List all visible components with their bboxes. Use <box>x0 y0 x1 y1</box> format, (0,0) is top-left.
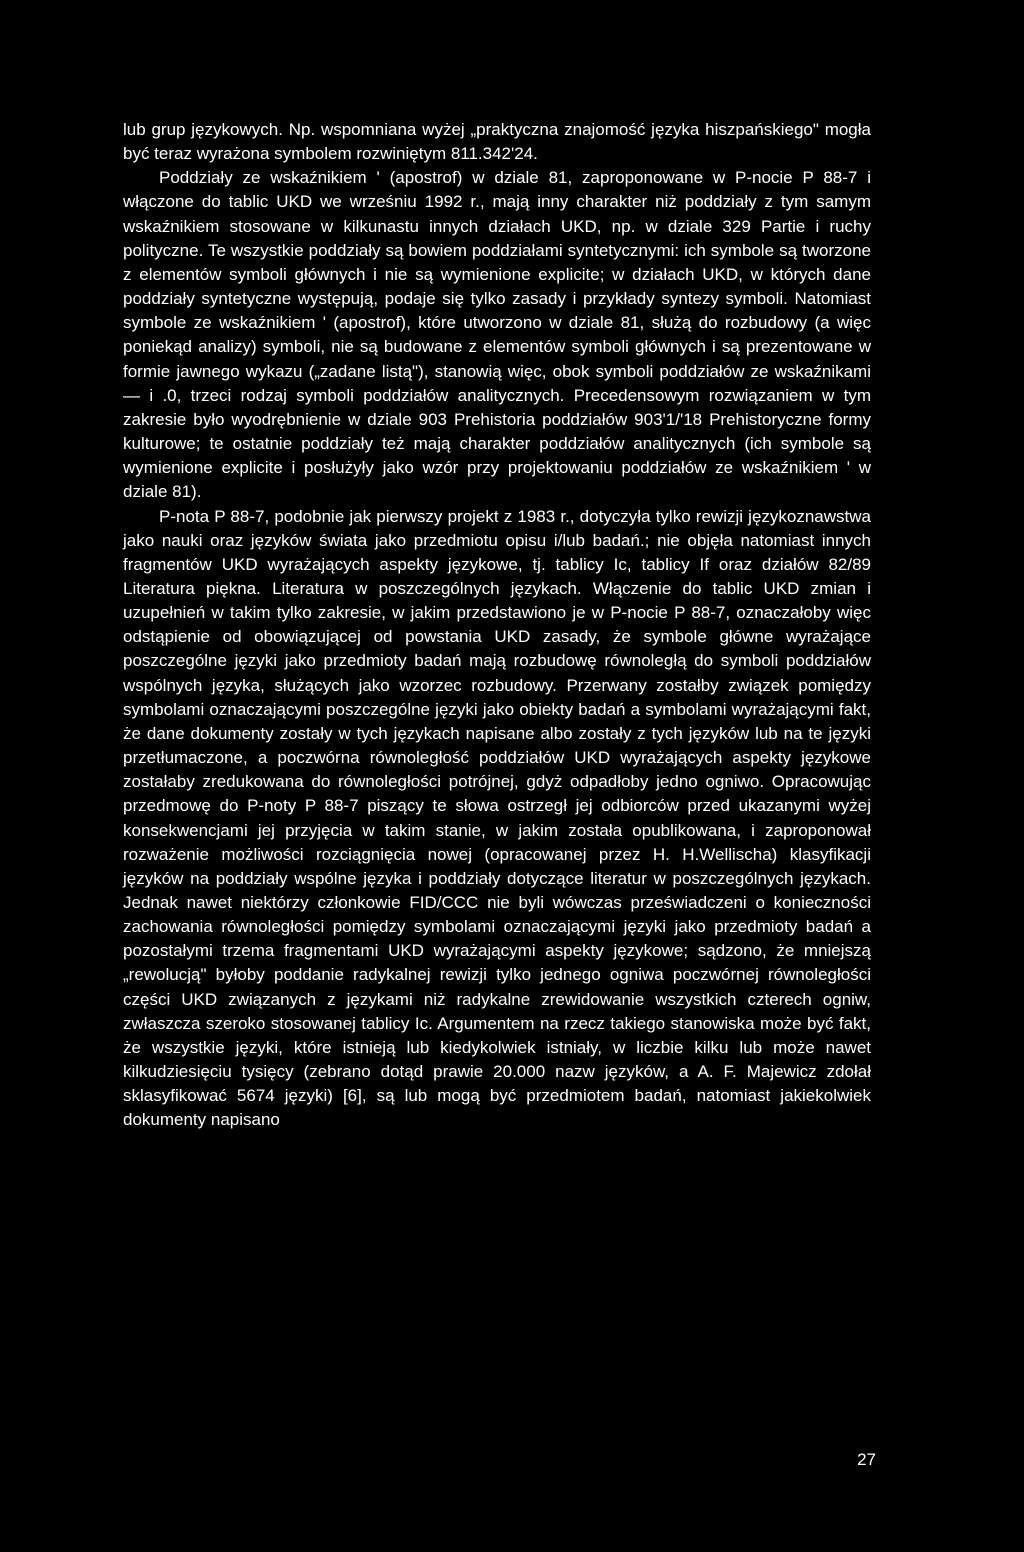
paragraph-2: Poddziały ze wskaźnikiem ' (apostrof) w dziale 81, zaproponowane w P-nocie P 88-7 i włączone do tablic UKD we wrześniu 1992 r., mają inny charakter niż poddziały z tym samym wskaźnikiem stosowane w kilkunastu innych działach UKD, np. w dziale 329 Partie i ruchy polityczne. Te wszystkie poddziały są bowiem poddziałami syntetycznymi: ich symbole są tworzone z elementów symboli głównych i nie są wymienione explicite; w działach UKD, w których dane poddziały syntetyczne występują, podaje się tylko zasady i przykłady syntezy symboli. Natomiast symbole ze wskaźnikiem ' (apostrof), które utworzono w dziale 81, służą do rozbudowy (a więc poniekąd analizy) symboli, nie są budowane z elementów symboli głównych i są prezentowane w formie jawnego wykazu („zadane listą"), stanowią więc, obok symboli poddziałów ze wskaźnikami — i .0, trzeci rodzaj symboli poddziałów analitycznych. Precedensowym rozwiązaniem w tym zakresie było wyodrębnienie w dziale 903 Prehistoria poddziałów 903'1/'18 Prehistoryczne formy kulturowe; te ostatnie poddziały też mają charakter poddziałów analitycznych (ich symbole są wymienione explicite i posłużyły jako wzór przy projektowaniu poddziałów ze wskaźnikiem ' w dziale 81). <box>123 168 871 502</box>
body-text <box>123 118 871 1133</box>
page-number: 27 <box>857 1450 876 1469</box>
paragraph-1: lub grup językowych. Np. wspomniana wyżej „praktyczna znajomość języka hiszpańskiego" mogła być teraz wyrażona symbolem rozwiniętym 811.342'24. <box>123 120 871 164</box>
paragraph-3: P-nota P 88-7, podobnie jak pierwszy projekt z 1983 r., dotyczyła tylko rewizji językoznawstwa jako nauki oraz języków świata jako przedmiotu opisu i/lub badań.; nie objęła natomiast innych fragmentów UKD wyrażających aspekty językowe, tj. tablicy Ic, tablicy If oraz działów 82/89 Literatura piękna. Literatura w poszczególnych językach. Włączenie do tablic UKD zmian i uzupełnień w takim tylko zakresie, w jakim przedstawiono je w P-nocie P 88-7, oznaczałoby więc odstąpienie od obowiązującej od powstania UKD zasady, że symbole główne wyrażające poszczególne języki jako przedmioty badań mają rozbudowę równoległą do symboli poddziałów wspólnych języka, służących jako wzorzec rozbudowy. Przerwany zostałby związek pomiędzy symbolami oznaczającymi poszczególne języki jako obiekty badań a symbolami wyrażającymi fakt, że dane dokumenty zostały w tych językach napisane albo zostały z tych języków lub na te języki przetłumaczone, a poczwórna równoległość poddziałów UKD wyrażających aspekty językowe zostałaby zredukowana do równoległości potrójnej, gdyż odpadłoby jedno ogniwo. Opracowując przedmowę do P-noty P 88-7 piszący te słowa ostrzegł jej odbiorców przed ukazanymi wyżej konsekwencjami jej przyjęcia w takim stanie, w jakim została opublikowana, i zaproponował rozważenie możliwości rozciągnięcia nowej (opracowanej przez H. H.Wellischa) klasyfikacji języków na poddziały wspólne języka i poddziały dotyczące literatur w poszczególnych językach. Jednak nawet niektórzy członkowie FID/CCC nie byli wówczas przeświadczeni o konieczności zachowania równoległości pomiędzy symbolami oznaczającymi języki jako przedmioty badań a pozostałymi trzema fragmentami UKD wyrażającymi aspekty językowe; sądzono, że mniejszą „rewolucją" byłoby poddanie radykalnej rewizji tylko jednego ogniwa poczwórnej równoległości części UKD związanych z językami niż radykalne zrewidowanie wszystkich czterech ogniw, zwłaszcza szeroko stosowanej tablicy Ic. Argumentem na rzecz takiego stanowiska może być fakt, że wszystkie języki, które istnieją lub kiedykolwiek istniały, w liczbie kilku lub może nawet kilkudziesięciu tysięcy (zebrano dotąd prawie 20.000 nazw języków, a A. F. Majewicz zdołał sklasyfikować 5674 języki) [6], są lub mogą być przedmiotem badań, natomiast jakiekolwiek dokumenty napisano <box>123 506 871 1130</box>
